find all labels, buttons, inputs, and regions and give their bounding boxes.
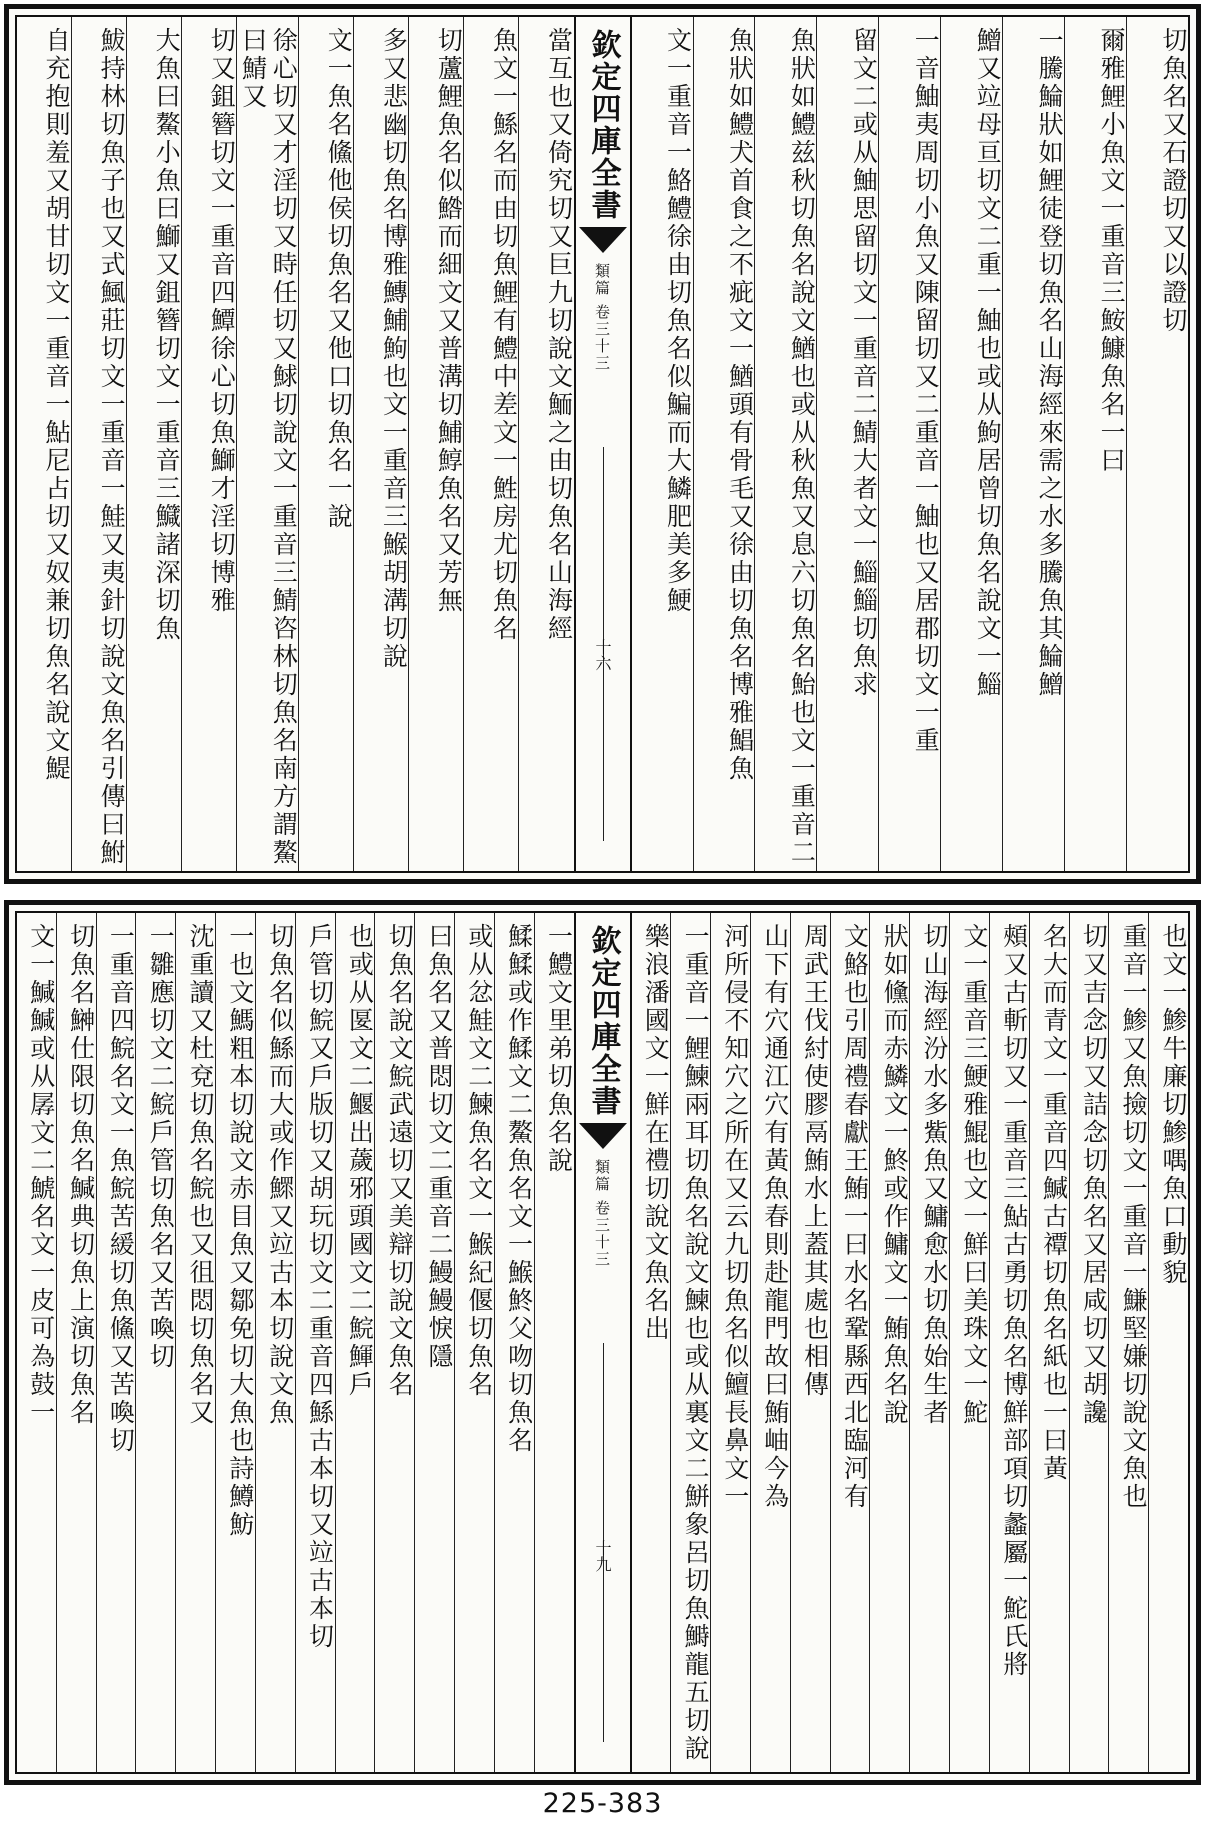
text-column: 一音鮋夷周切小魚又陳留切又二重音一鮋也又居郡切文一重 xyxy=(878,17,940,871)
text-column: 狀如儵而赤鱗文一鮗或作鱅文一鮪魚名說 xyxy=(869,913,909,1772)
text-column: 切山海經汾水多鮆魚又鱅愈水切魚始生者 xyxy=(909,913,949,1772)
text-column: 一重音四鯇名文一魚鯇苦緩切魚鯈又苦喚切 xyxy=(96,913,136,1772)
text-column: 曰魚名又普悶切文二重音二鰻鰻悷隱 xyxy=(414,913,454,1772)
text-column: 切又鉏簪切文一重音四鱏徐心切魚鰤才淫切博雅 xyxy=(181,17,236,871)
text-column: 或从忿鮭文二鰊魚名文一鯸紀偃切魚名 xyxy=(454,913,494,1772)
text-column: 切蘆鯉魚名似鯦而細文又普溝切鯆鯙魚名又芳無 xyxy=(408,17,463,871)
text-column: 樂浪潘國文一鮮在禮切說文魚名出 xyxy=(641,923,671,1343)
text-column: 鰇鰇或作鰇文二鰲魚名文一鯸鮗父吻切魚名 xyxy=(494,913,534,1772)
text-column: 文一重音一鮥鱧徐由切魚名似鯿而大鱗肥美多鯁 xyxy=(663,27,693,615)
upper-volume-label: 類篇 卷三十三 xyxy=(593,263,611,372)
text-column: 自充抱則羞又胡甘切文一重音一鮎尼占切又奴兼切魚名說文鯷 xyxy=(42,27,71,783)
lower-page xyxy=(4,900,1201,1785)
text-column: 切魚名似鯀而大或作鰥又竝古本切說文魚 xyxy=(255,913,295,1772)
text-column: 文一鰔鰔或从孱文二鯱名文一皮可為鼓一 xyxy=(26,923,56,1427)
upper-leaf-number: 十六 xyxy=(593,639,612,671)
lower-leaf-number: 十九 xyxy=(593,1540,612,1572)
lower-book-title: 欽定四庫全書 xyxy=(585,925,621,1117)
lower-center-margin xyxy=(574,913,632,1772)
lower-page-frame xyxy=(15,911,1190,1774)
text-column: 大魚曰鰲小魚曰鰤又鉏簪切文一重音三鱵諸深切魚 xyxy=(126,17,181,871)
text-column: 頰又古斬切又一重音三鮎古勇切魚名博鮮部項切蠡屬一鮀氏將 xyxy=(989,913,1029,1772)
lower-volume-label: 類篇 卷三十三 xyxy=(593,1159,611,1268)
text-column: 當互也又倚究切又巨九切說文鮞之由切魚名山海經 xyxy=(518,17,573,871)
text-column: 魚狀如鱧兹秋切魚名說文鰌也或从秋魚又息六切魚名鮐也文一重音二 xyxy=(754,17,816,871)
upper-book-title: 欽定四庫全書 xyxy=(585,29,621,221)
text-column: 切又吉念切又詰念切魚名又居咸切又胡讒 xyxy=(1069,913,1109,1772)
text-column: 文一魚名鯈他侯切魚名又他口切魚名一說 xyxy=(298,17,353,871)
text-column: 一鱧文里弟切魚名說 xyxy=(534,913,574,1772)
page-number: 225-383 xyxy=(542,1788,663,1819)
text-column: 魚狀如鱧犬首食之不疵文一鰌頭有骨毛又徐由切魚名博雅鯧魚 xyxy=(693,17,755,871)
text-column: 切魚名又石證切又以證切 xyxy=(1126,17,1188,871)
text-column: 一雛應切文二鯇戶管切魚名又苦喚切 xyxy=(135,913,175,1772)
text-column: 魚文一鯀名而由切魚鯉有鱧中差文一鮏房尤切魚名 xyxy=(463,17,518,871)
text-column: 也或从匽文二鰋出薉邪頭國文二鯇鯶戶 xyxy=(335,913,375,1772)
text-column: 徐心切又才淫切又時任切又鯄切說文一重音三鯖咨林切魚名南方謂鰲曰鯖又 xyxy=(236,17,298,871)
text-column: 文鮥也引周禮春獻王鮪一曰水名鞏縣西北臨河有 xyxy=(830,913,870,1772)
text-column: 文一重音三鯁雅鯤也文一鮮曰美珠文一鮀 xyxy=(949,913,989,1772)
lower-left-text-block xyxy=(17,913,574,1772)
text-column: 爾雅鯉小魚文一重音三鮟鱇魚名一曰 xyxy=(1064,17,1126,871)
text-column: 重音一鯵又魚撿切文一重音一鰜堅嫌切說文魚也 xyxy=(1108,913,1148,1772)
text-column: 一也文鰢粗本切說文赤目魚又鄒免切大魚也詩鱒魴 xyxy=(215,913,255,1772)
text-column: 鱛又竝母亘切文二重一鮋也或从鮈居曾切魚名說文一鯔 xyxy=(940,17,1002,871)
text-column: 多又悲幽切魚名博雅鱄鯆鮈也文一重音三鯸胡溝切說 xyxy=(353,17,408,871)
text-column: 一騰鯩狀如鯉徒登切魚名山海經來需之水多騰魚其鯩鱛 xyxy=(1002,17,1064,871)
fish-tail-mark xyxy=(579,1123,627,1149)
upper-center-margin xyxy=(574,17,632,871)
text-column: 切魚名鰰仕限切魚名鰔典切魚上演切魚名 xyxy=(56,913,96,1772)
text-column: 周武王伐紂使膠鬲鮪水上蓋其處也相傳 xyxy=(790,913,830,1772)
upper-page-frame xyxy=(15,15,1190,873)
text-column: 河所侵不知穴之所在又云九切魚名似鱣長鼻文一 xyxy=(710,913,750,1772)
text-column: 名大而青文一重音四鰔古禫切魚名紙也一曰黃 xyxy=(1029,913,1069,1772)
text-column: 也文一鯵牛廉切鯵喁魚口動貌 xyxy=(1148,913,1188,1772)
text-column: 留文二或从鮋思留切文一重音二鯖大者文一鯔鯔切魚求 xyxy=(816,17,878,871)
upper-left-text-block xyxy=(17,17,574,871)
text-column: 沈重讀又杜兗切魚名鯇也又徂悶切魚名又 xyxy=(175,913,215,1772)
text-column: 戶管切鯇又戶版切又胡玩切文二重音四鯀古本切又竝古本切 xyxy=(295,913,335,1772)
fish-tail-mark xyxy=(579,227,627,253)
text-column: 鮁持林切魚子也又式鯴莊切文一重音一鮭又夷針切說文魚名引傳曰鮒 xyxy=(71,17,126,871)
upper-page xyxy=(4,4,1201,884)
text-column: 山下有穴通江穴有黃魚春則赴龍門故曰鮪岫今為 xyxy=(750,913,790,1772)
text-column: 切魚名說文鯇武遠切又美辯切說文魚名 xyxy=(374,913,414,1772)
text-column: 一重音一鯉鰊兩耳切魚名說文鰊也或从裏文二鮩象呂切魚鰣龍五切說 xyxy=(670,913,710,1772)
upper-right-text-block xyxy=(632,17,1189,871)
lower-right-text-block xyxy=(632,913,1189,1772)
